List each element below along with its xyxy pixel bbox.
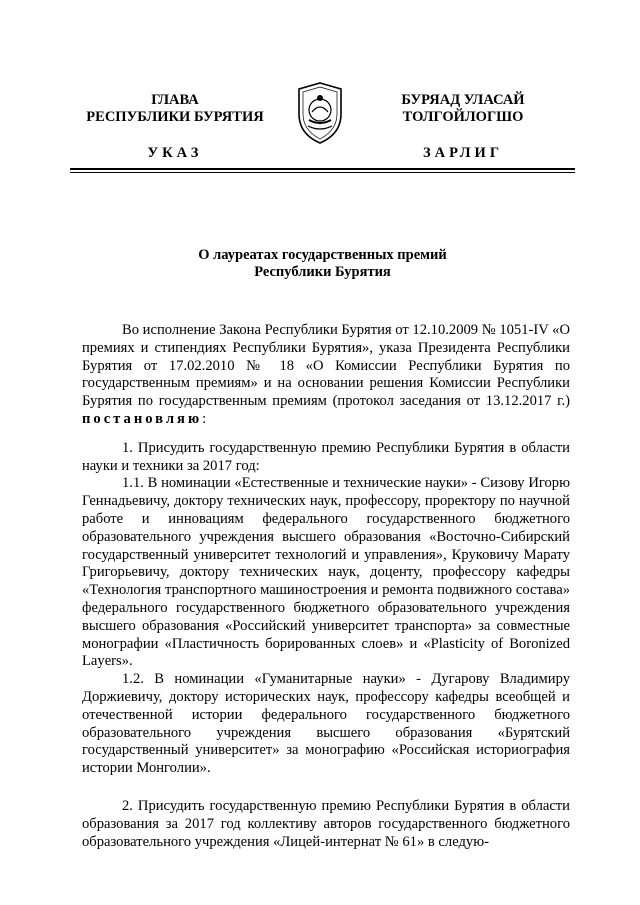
- decree-body: [82, 322, 570, 851]
- preamble-keyword: постановляю: [82, 410, 203, 427]
- issuer-left-line2: РЕСПУБЛИКИ БУРЯТИЯ: [86, 109, 264, 125]
- paragraph-1: 1. Присудить государственную премию Республики Бурятия в области науки и техники за 2017 год:: [82, 439, 570, 474]
- paragraph-1-1: 1.1. В номинации «Естественные и технические науки» - Сизову Игорю Геннадьевичу, доктору технических наук, профессору, проректору по научной работе и инновациям федерального государственного бюджетного образовательного учреждения высшего образования «Восточно-Сибирский государственный университет технологий и управления», Круковичу Марату Григорьевичу, доктору технических наук, доценту, профессору кафедры «Технология транспортного машиностроения и ремонта подвижного состава» федерального государственного бюджетного образовательного учреждения высшего образования «Российский университет транспорта» за совместные монографии «Пластичность борированных слоев» и «Plasticity of Boronized Layers».: [82, 475, 570, 670]
- issuer-right-line1: БУРЯАД УЛАСАЙ: [401, 92, 525, 108]
- decree-title: [70, 247, 575, 281]
- header-divider-thick: [70, 168, 575, 170]
- issuer-left-line1: ГЛАВА: [151, 92, 199, 108]
- coat-of-arms-emblem: [296, 82, 344, 144]
- preamble-text: Во исполнение Закона Республики Бурятия от 12.10.2009 № 1051-IV «О премиях и стипендиях Республики Бурятия», указа Президента Республики Бурятия от 17.02.2010 № 18 «О Комиссии Республики Бурятия по государственным премиям» и на основании решения Комиссии Республики Бурятия по государственным премиям (протокол заседания от 13.12.2017 г.): [82, 322, 570, 410]
- preamble-end: :: [202, 410, 207, 427]
- decree-title-line2: Республики Бурятия: [254, 264, 391, 280]
- decree-title-line1: О лауреатах государственных премий: [198, 247, 447, 263]
- paragraph-2: 2. Присудить государственную премию Республики Бурятия в области образования за 2017 год коллективу авторов государственного бюджетного образовательного учреждения «Лицей-интернат № 61» в следую-: [82, 797, 570, 850]
- preamble-paragraph: [82, 322, 570, 429]
- doc-type-right: ЗАРЛИГ: [422, 145, 504, 161]
- issuer-right: [378, 92, 548, 126]
- paragraph-1-2: 1.2. В номинации «Гуманитарные науки» - Дугарову Владимиру Доржиевичу, доктору исторических наук, профессору кафедры всеобщей и отечественной истории федерального государственного бюджетного образовательного учреждения высшего образования «Бурятский государственный университет» за монографию «Российская историография истории Монголии».: [82, 671, 570, 777]
- header-divider-thin: [70, 172, 575, 173]
- doc-type-left: УКАЗ: [147, 145, 203, 161]
- issuer-left: [70, 92, 280, 126]
- issuer-right-line2: ТОЛГОЙЛОГШО: [402, 109, 524, 125]
